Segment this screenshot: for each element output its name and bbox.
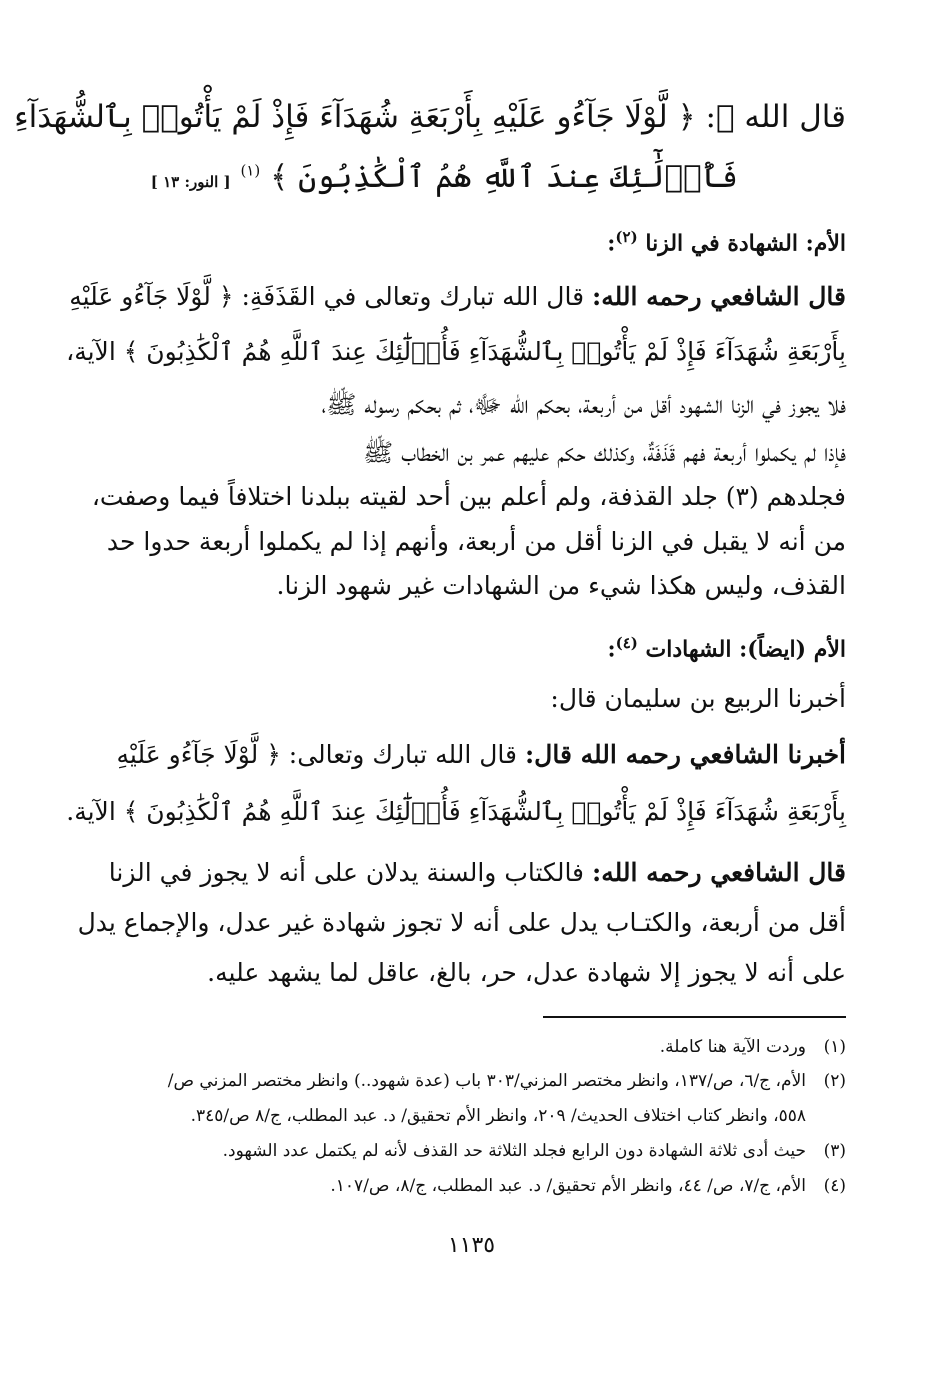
speaker-label: قال الشافعي رحمه الله: xyxy=(591,858,846,887)
footnote-text: الأم، ج/٧، ص/ ٤٤، وانظر الأم تحقيق/ د. عبد المطلب، ج/٨، ص/١٠٧. xyxy=(330,1176,806,1196)
footnote-ref: (١) xyxy=(240,161,261,180)
footnote-number: (١) xyxy=(823,1037,846,1057)
section-heading-2 xyxy=(96,634,846,662)
page-number: ١١٣٥ xyxy=(447,1233,496,1258)
verse-text: قال الله ﷻ: ﴿ لَّوْلَا جَآءُو عَلَيْهِ بِأَرْبَعَةِ شُهَدَآءَ فَإِذْ لَمْ يَأْتُوا۟ بِٱلشُّهَدَآءِ xyxy=(14,99,846,135)
footnote-1 xyxy=(96,1037,846,1057)
footnote-4 xyxy=(96,1176,846,1196)
heading-colon: : xyxy=(607,230,616,257)
line-text: قال الله تبارك وتعالى في القَذَفَةِ: ﴿ لَّوْلَا جَآءُو عَلَيْهِ xyxy=(69,282,592,311)
footnote-text: وردت الآية هنا كاملة. xyxy=(659,1037,806,1057)
line-text: فلا يجوز في الزنا الشهود أقل من أربعة، بحكم الله ﷻ، ثم بحكم رسوله ﷺ، xyxy=(321,390,846,419)
line-text: فالكتاب والسنة يدلان على أنه لا يجوز في الزنا xyxy=(108,858,592,887)
line-text: أخبرنا الربيع بن سليمان قال: xyxy=(550,684,846,713)
heading-text: الأم (ايضاً): الشهادات xyxy=(645,636,846,663)
line-text: من أنه لا يقبل في الزنا أقل من أربعة، وأنهم إذا لم يكملوا أربعة حدوا حد xyxy=(106,527,846,556)
paragraph-line xyxy=(96,390,846,420)
footnote-2-cont xyxy=(96,1106,806,1126)
verse-line-1 xyxy=(14,99,846,135)
footnote-separator xyxy=(543,1016,846,1018)
line-text: القذف، وليس هكذا شيء من الشهادات غير شهود الزنا. xyxy=(276,571,846,600)
paragraph-line xyxy=(91,482,846,512)
footnote-2 xyxy=(96,1071,846,1091)
footnote-ref: (٤) xyxy=(615,634,638,652)
intro-line xyxy=(96,684,846,714)
footnote-number: (٢) xyxy=(823,1071,846,1091)
footnote-text: حيث أدى ثلاثة الشهادة دون الرابع فجلد الثلاثة حد القذف لأنه لم يكتمل عدد الشهود. xyxy=(222,1141,806,1161)
paragraph-line xyxy=(69,282,846,312)
heading-colon: : xyxy=(607,636,616,663)
footnote-number: (٣) xyxy=(823,1141,846,1161)
speaker-label: قال الشافعي رحمه الله: xyxy=(591,282,846,311)
verse-text: فَأُو۟لَٰٓئِكَ عِندَ ٱللَّهِ هُمُ ٱلْكَٰذِبُونَ ﴾ xyxy=(270,159,738,195)
verse-line-2 xyxy=(150,159,738,195)
line-text: بِأَرْبَعَةِ شُهَدَآءَ فَإِذْ لَمْ يَأْتُوا۟ بِٱلشُّهَدَآءِ فَأُو۟لَٰٓئِكَ عِندَ ٱللَّهِ هُمُ ٱلْكَٰذِبُونَ ﴾ الآية. xyxy=(66,797,846,826)
paragraph-line xyxy=(77,908,846,938)
paragraph-line xyxy=(66,797,846,827)
paragraph-line xyxy=(66,337,846,367)
heading-text: الأم: الشهادة في الزنا xyxy=(645,230,846,257)
line-text: فإذا لم يكملوا أربعة فهم قَذَفَةٌ، وكذلك حكم عليهم عمر بن الخطاب ﷺ xyxy=(363,438,846,467)
footnote-text: ٥٥٨، وانظر كتاب اختلاف الحديث/ ٢٠٩، وانظر الأم تحقيق/ د. عبد المطلب، ج/٨ ص/٣٤٥. xyxy=(190,1106,806,1126)
line-text: بِأَرْبَعَةِ شُهَدَآءَ فَإِذْ لَمْ يَأْتُوا۟ بِٱلشُّهَدَآءِ فَأُو۟لَٰٓئِكَ عِندَ ٱللَّهِ هُمُ ٱلْكَٰذِبُونَ ﴾ الآية، xyxy=(66,337,846,366)
line-text: فجلدهم (٣) جلد القذفة، ولم أعلم بين أحد لقيته ببلدنا اختلافاً فيما وصفت، xyxy=(91,482,846,511)
section-heading-1 xyxy=(96,228,846,256)
line-text: قال الله تبارك وتعالى: ﴿ لَّوْلَا جَآءُو عَلَيْهِ xyxy=(116,740,525,769)
footnote-number: (٤) xyxy=(823,1176,846,1196)
paragraph-line xyxy=(96,438,846,468)
footnote-3 xyxy=(96,1141,846,1161)
paragraph-line xyxy=(96,858,846,888)
paragraph-line xyxy=(96,740,846,770)
speaker-label: أخبرنا الشافعي رحمه الله قال: xyxy=(524,740,846,769)
line-text: على أنه لا يجوز إلا شهادة عدل، حر، بالغ، عاقل لما يشهد عليه. xyxy=(207,958,846,987)
footnote-text: الأم، ج/٦، ص/١٣٧، وانظر مختصر المزني/٣٠٣ باب (عدة شهود..) وانظر مختصر المزني ص/ xyxy=(167,1071,806,1091)
footnote-ref: (٢) xyxy=(615,228,638,246)
paragraph-line xyxy=(96,527,846,557)
paragraph-line xyxy=(96,571,846,601)
paragraph-line xyxy=(96,958,846,988)
verse-citation: [ النور: ١٣ ] xyxy=(150,173,231,191)
line-text: أقل من أربعة، والكتـاب يدل على أنه لا تجوز شهادة غير عدل، والإجماع يدل xyxy=(77,908,846,937)
